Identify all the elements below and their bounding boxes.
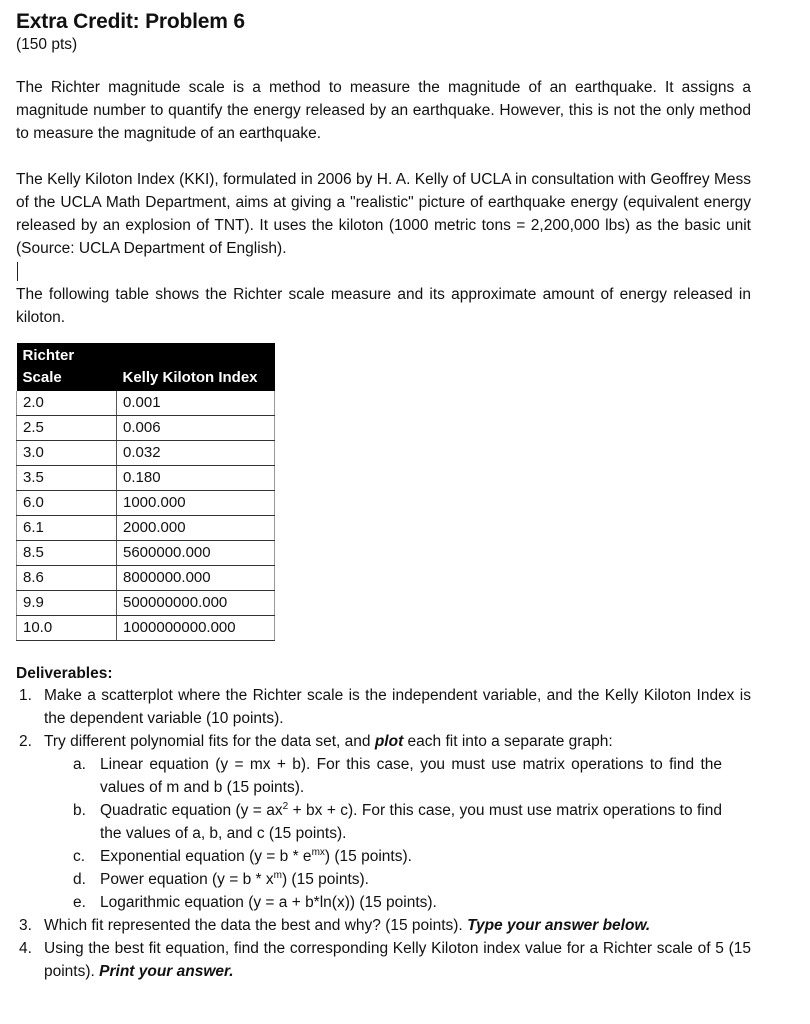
deliverables-list [16,684,794,753]
deliverable-item-1: 1. Make a scatterplot where the Richter scale is the independent variable, and the Kelly Kiloton Index is the dependent variable (10 points). [19,687,751,727]
fit-item-power: d. Power equation $(y = b * x^m)$ (15 points). [73,869,369,888]
table-row: 10.0 1000000000.000 [17,616,275,641]
table-row: 6.0 1000.000 [17,491,275,516]
richter-kki-table [16,343,275,641]
table-row: 9.9 500000000.000 [17,591,275,616]
deliverables-section [16,665,794,983]
text-cursor [17,262,18,281]
deliverable-item-4: 4. Using the best fit equation, find the corresponding Kelly Kiloton index value for a Richter scale of 5 (15 points). Print your answer. [19,940,751,980]
fit-item-quadratic: b. Quadratic equation ($y = ax^2$ + bx + c). For this case, you must use matrix operations to find the values of a, b, and c (15 points). [73,800,723,842]
header-richter-scale: Richter Scale [17,343,117,391]
table-row: 3.0 0.032 [17,441,275,466]
table-row: 6.1 2000.000 [17,516,275,541]
fit-types-list [16,753,794,914]
fit-item-exponential: c. Exponential equation $(y = b * e^{mx})$ (15 points). [73,846,412,865]
fit-item-linear: a. Linear equation (y = mx + b). For this case, you must use matrix operations to find the values of m and b (15 points). [73,756,722,796]
table-intro-paragraph: The following table shows the Richter scale measure and its approximate amount of energy released in kiloton. [16,286,751,326]
points-label: (150 pts) [16,36,78,53]
table-row: 8.6 8000000.000 [17,566,275,591]
table-row: 3.5 0.180 [17,466,275,491]
page-title: Extra Credit: Problem 6 [16,10,245,33]
deliverables-title: Deliverables: [16,665,113,682]
kki-paragraph: The Kelly Kiloton Index (KKI), formulated in 2006 by H. A. Kelly of UCLA in consultation with Geoffrey Mess of the UCLA Math Department, aims at giving a "realistic" picture of earthquake energy (equivalent energy released by an explosion of TNT). It uses the kiloton (1000 metric tons = 2,200,000 lbs) as the basic unit (Source: UCLA Department of English). [16,171,751,257]
table-row: 2.5 0.006 [17,416,275,441]
deliverables-list-cont [16,914,794,983]
deliverable-item-2: 2. Try different polynomial fits for the data set, and plot each fit into a separate graph: [19,733,613,750]
header-kelly-kiloton-index: Kelly Kiloton Index [117,343,275,391]
intro-paragraph: The Richter magnitude scale is a method to measure the magnitude of an earthquake. It assigns a magnitude number to quantify the energy released by an earthquake. However, this is not the only method to measure the magnitude of an earthquake. [16,79,751,142]
fit-item-logarithmic: e. Logarithmic equation (y = a + b*ln(x)) (15 points). [73,894,437,911]
table-row: 2.0 0.001 [17,391,275,416]
table-row: 8.5 5600000.000 [17,541,275,566]
deliverable-item-3: 3. Which fit represented the data the best and why? (15 points). Type your answer below. [19,917,651,934]
